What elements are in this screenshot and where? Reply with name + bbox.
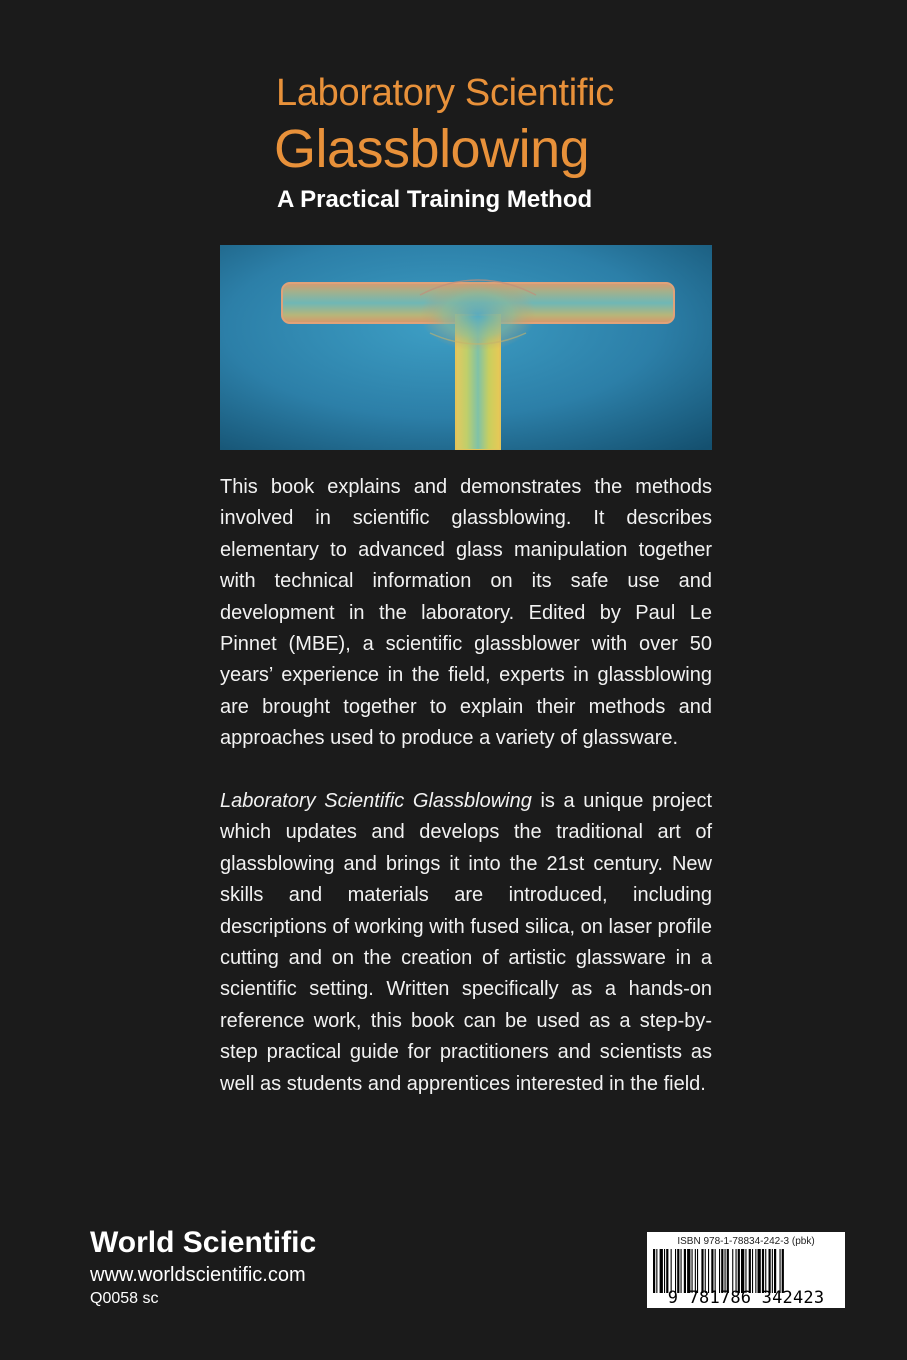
barcode-bar xyxy=(721,1249,723,1293)
barcode-bar xyxy=(769,1249,771,1293)
barcode-bar xyxy=(660,1249,663,1293)
barcode-bar xyxy=(738,1249,740,1293)
barcode-bar xyxy=(741,1249,744,1293)
cover-subtitle: A Practical Training Method xyxy=(277,186,593,213)
barcode-bar xyxy=(732,1249,733,1293)
barcode-bar xyxy=(664,1249,665,1293)
description-paragraph-2 xyxy=(220,786,712,1100)
barcode-bar xyxy=(695,1249,696,1293)
barcode-bar xyxy=(719,1249,720,1293)
barcode-bar xyxy=(715,1249,716,1293)
barcode-bar xyxy=(782,1249,784,1293)
barcode-bar xyxy=(705,1249,706,1293)
barcode-bar xyxy=(708,1249,709,1293)
description-paragraph-2-text: is a unique project which updates and develops the traditional art of glassblowing and brings it into the 21st century. New skills and materials are introduced, including descriptions of working with fused silica, on laser profile cutting and on the creation of artistic glassware in a scientific setting. Written specifically as a hands-on reference work, this book can be used as a step-by-step practical guide for practitioners and scientists as well as students and apprentices interested in the field. xyxy=(220,790,712,1095)
barcode-bar xyxy=(752,1249,753,1293)
barcode-bar xyxy=(755,1249,756,1293)
book-title-italic: Laboratory Scientific Glassblowing xyxy=(220,790,532,812)
barcode-bar xyxy=(780,1249,781,1293)
barcode-bar xyxy=(666,1249,668,1293)
barcode-bar xyxy=(701,1249,703,1293)
cover-title-line2: Glassblowing xyxy=(274,119,590,179)
barcode-bar xyxy=(677,1249,679,1293)
barcode-bar xyxy=(671,1249,672,1293)
barcode-bar xyxy=(762,1249,764,1293)
description-paragraph-1: This book explains and demonstrates the methods involved in scientific glassblowing. It describes elementary to advanced glass manipulation together with technical information on its safe use and development in the laboratory. Edited by Paul Le Pinnet (MBE), a scientific glassblower with over 50 years’ experience in the field, experts in glassblowing are brought together to explain their methods and approaches used to produce a variety of glassware. xyxy=(220,476,712,750)
barcode-bar xyxy=(727,1249,729,1293)
isbn-label: ISBN 978-1-78834-242-3 (pbk) xyxy=(677,1236,815,1247)
barcode-digits: 9 781786 342423 xyxy=(667,1288,825,1308)
barcode-bar xyxy=(749,1249,751,1293)
barcode-bar xyxy=(711,1249,713,1293)
barcode-bar xyxy=(772,1249,773,1293)
barcode-bar xyxy=(765,1249,766,1293)
glass-t-tube-photo xyxy=(220,245,712,450)
product-code: Q0058 sc xyxy=(90,1290,159,1307)
barcode-bar xyxy=(675,1249,676,1293)
isbn-barcode xyxy=(647,1232,845,1308)
glass-t-tube-image xyxy=(220,245,712,450)
barcode-bar xyxy=(697,1249,698,1293)
barcode-bar xyxy=(745,1249,746,1293)
barcode-bar xyxy=(736,1249,737,1293)
barcode-bars-icon xyxy=(653,1249,839,1293)
barcode-bar xyxy=(725,1249,726,1293)
barcode-bar xyxy=(758,1249,761,1293)
barcode-bar xyxy=(687,1249,690,1293)
publisher-name: World Scientific xyxy=(90,1226,317,1259)
barcode-bar xyxy=(684,1249,686,1293)
barcode-bar xyxy=(656,1249,657,1293)
cover-title-line1: Laboratory Scientific xyxy=(276,72,614,114)
barcode-bar xyxy=(774,1249,776,1293)
barcode-bar xyxy=(653,1249,655,1293)
barcode-bar xyxy=(692,1249,693,1293)
publisher-url: www.worldscientific.com xyxy=(90,1264,306,1286)
barcode-bar xyxy=(681,1249,682,1293)
